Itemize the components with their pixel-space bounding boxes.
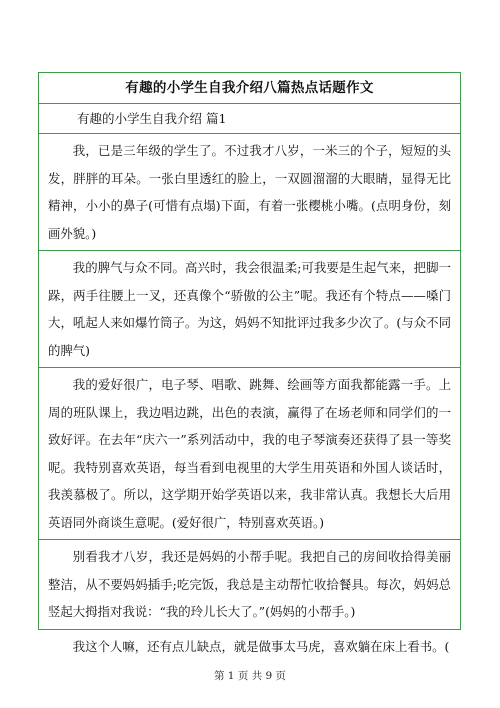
paragraph-2: 我的脾气与众不同。高兴时，我会很温柔;可我要是生起气来，把脚一跺，两手往腰上一叉，还真像个“骄傲的公主”呢。我还有个特点——嗓门大，吼起人来如爆竹筒子。为这，妈妈不知批评过我多少次了。(与众不同的脾气) xyxy=(39,251,460,368)
paragraph-3: 我的爱好很广，电子琴、唱歌、跳舞、绘画等方面我都能露一手。上周的班队课上，我边唱边跳，出色的表演，赢得了在场老师和同学们的一致好评。在去年“庆六一”系列活动中，我的电子琴演奏还获得了县一等奖呢。我特别喜欢英语，每当看到电视里的大学生用英语和外国人谈话时，我羡慕极了。所以，这学期开始学英语以来，我非常认真。我想长大后用英语同外商谈生意呢。(爱好很广，特别喜欢英语。) xyxy=(39,368,460,540)
article-table xyxy=(38,72,461,654)
paragraph-4: 别看我才八岁，我还是妈妈的小帮手呢。我把自己的房间收拾得美丽整洁，从不要妈妈插手;吃完饭，我总是主动帮忙收拾餐具。每次，妈妈总竖起大拇指对我说：“我的玲儿长大了。”(妈妈的小帮手。) xyxy=(39,540,460,630)
paragraph-5: 我这个人嘛，还有点儿缺点，就是做事太马虎，喜欢躺在床上看书。( xyxy=(72,638,450,654)
page-number: 第 1 页 共 9 页 xyxy=(213,670,287,682)
paragraph-1: 我，已是三年级的学生了。不过我才八岁，一米三的个子，短短的头发，胖胖的耳朵。一张白里透红的脸上，一双圆溜溜的大眼睛，显得无比精神，小小的鼻子(可惜有点塌)下面，有着一张樱桃小嘴。(点明身份，刻画外貌。) xyxy=(39,134,460,251)
section-heading: 有趣的小学生自我介绍 篇1 xyxy=(39,104,460,134)
article-title: 有趣的小学生自我介绍八篇热点话题作文 xyxy=(39,73,460,104)
